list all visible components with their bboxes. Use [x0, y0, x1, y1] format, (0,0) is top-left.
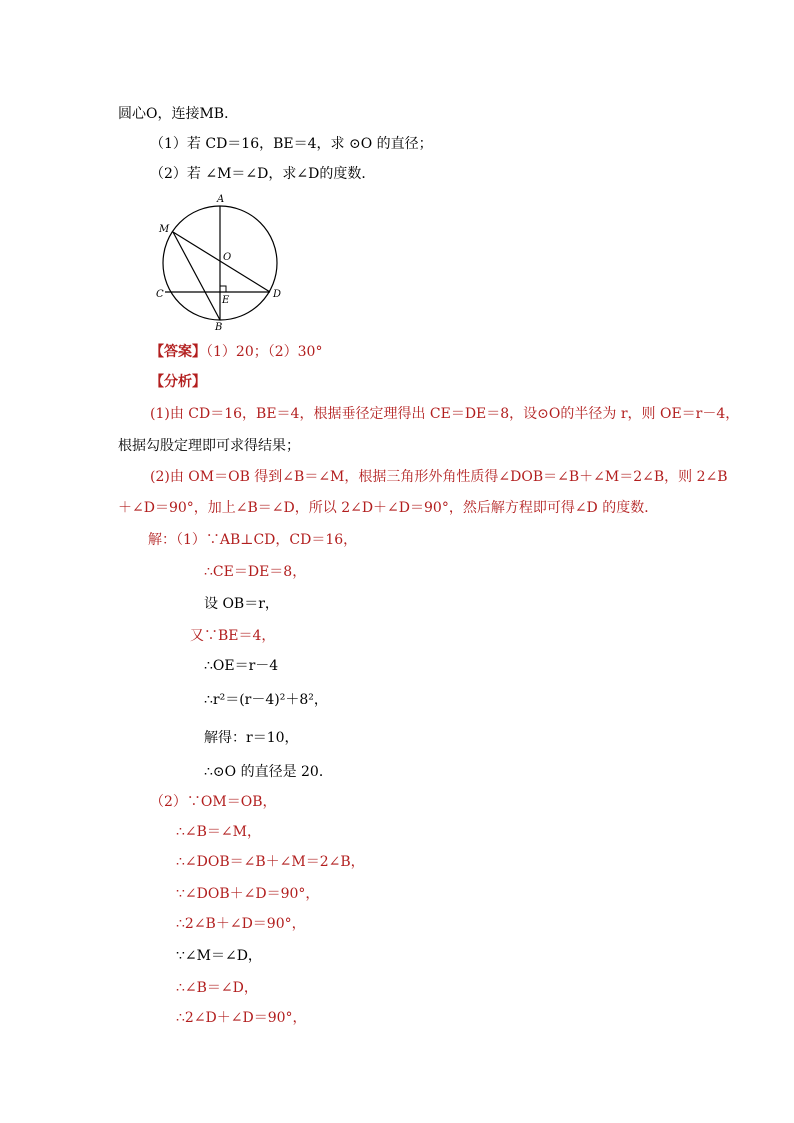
analysis-p2-line1: (2)由 OM＝OB 得到∠B＝∠M，根据三角形外角性质得∠DOB＝∠B＋∠M＝2∠B，则 2∠B	[150, 469, 728, 485]
solution-step-2: ∴CE＝DE＝8，	[204, 564, 307, 580]
solution-step-3: 设 OB＝r，	[204, 596, 279, 612]
analysis-p1-line2: 根据勾股定理即可求得结果；	[118, 438, 300, 454]
solution-step-6: ∴r²＝(r－4)²＋8²，	[204, 692, 328, 708]
label-m: M	[159, 224, 170, 235]
solution-part2-step-6: ∵∠M＝∠D，	[176, 948, 262, 964]
solution-part2-step-1: （2）∵OM＝OB，	[150, 794, 277, 810]
solution-step-4: 又∵BE＝4，	[190, 628, 276, 644]
segment-md	[173, 232, 270, 292]
segment-mb	[173, 232, 220, 320]
answer-line	[150, 342, 322, 362]
solution-step-8: ∴⊙O 的直径是 20．	[204, 764, 333, 780]
label-a: A	[217, 194, 225, 205]
analysis-p1-line1: (1)由 CD＝16，BE＝4，根据垂径定理得出 CE＝DE＝8，设⊙O的半径为 r，则 OE＝r－4，	[150, 406, 740, 422]
answer-tag: 【答案】	[150, 344, 206, 360]
problem-intro: 圆心O，连接MB．	[118, 106, 239, 122]
label-e: E	[222, 295, 230, 306]
analysis-p2-line2: ＋∠D＝90°，加上∠B＝∠D，所以 2∠D＋∠D＝90°，然后解方程即可得∠D 的度数．	[118, 500, 659, 516]
label-o: O	[223, 252, 232, 263]
answer-text: （1）20；（2）30°	[206, 344, 323, 360]
solution-step-5: ∴OE＝r－4	[204, 658, 279, 674]
circle-figure	[152, 192, 292, 332]
solution-part2-step-2: ∴∠B＝∠M，	[176, 824, 261, 840]
solution-part2-step-3: ∴∠DOB＝∠B＋∠M＝2∠B，	[176, 854, 365, 870]
solution-part2-step-5: ∴2∠B＋∠D＝90°，	[176, 916, 306, 932]
analysis-tag: 【分析】	[150, 374, 206, 390]
solution-part2-step-8: ∴2∠D＋∠D＝90°，	[176, 1010, 307, 1026]
question-1: （1）若 CD＝16，BE＝4，求 ⊙O 的直径；	[150, 136, 433, 152]
label-b: B	[215, 322, 223, 332]
label-c: C	[156, 289, 164, 300]
solution-step-1: 解：（1）∵AB⊥CD，CD＝16，	[148, 532, 358, 548]
solution-step-7: 解得：r＝10，	[204, 730, 299, 746]
solution-part2-step-4: ∵∠DOB＋∠D＝90°，	[176, 886, 320, 902]
question-2: （2）若 ∠M＝∠D，求∠D的度数．	[150, 166, 376, 182]
right-angle-mark	[220, 286, 226, 292]
label-d: D	[273, 289, 282, 300]
solution-part2-step-7: ∴∠B＝∠D，	[176, 980, 258, 996]
